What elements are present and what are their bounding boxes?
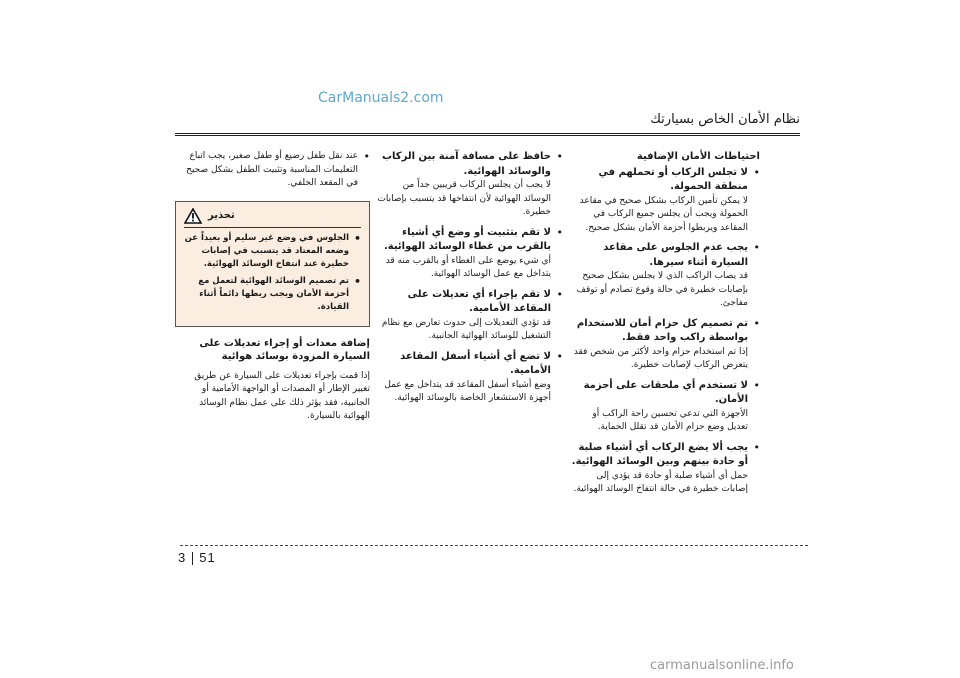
- warning-list: [184, 232, 361, 314]
- section-body: إذا قمت بإجراء تعديلات على السيارة عن طريق تغيير الإطار أو المصدات أو الواجهة الأمامية أو الجانبية، فقد يؤثر ذلك على عمل نظام الوسائد الهوائية بالسيارة.: [194, 370, 370, 421]
- column-1: [570, 150, 760, 503]
- page-number-page: 51: [199, 550, 216, 565]
- item-body: حمل أي أشياء صلبة أو حادة قد يؤدي إلى إصابات خطيرة في حالة انتفاخ الوسائد الهوائية.: [573, 470, 748, 494]
- column-2: [373, 150, 563, 412]
- item-body: قد يصاب الراكب الذي لا يجلس بشكل صحيح بإصابات خطيرة في حالة وقوع تصادم أو توقف مفاجئ.: [576, 271, 748, 308]
- item-body: إذا تم استخدام حزام واحد لأكثر من شخص فقد يتعرض الركاب لإصابات خطيرة.: [573, 346, 748, 370]
- watermark-top: CarManuals2.com: [318, 90, 444, 106]
- item-body: قد تؤدي التعديلات إلى حدوث تعارض مع نظام التشغيل للوسائد الهوائية الجانبية.: [381, 317, 551, 341]
- item-lead: تم تصميم كل حزام أمان للاستخدام بواسطة راكب واحد فقط.: [576, 317, 748, 343]
- item-body: أي شيء يوضع على الغطاء أو بالقرب منه قد يتداخل مع عمل الوسائد الهوائية.: [385, 255, 551, 279]
- item-lead: لا تضع أي أشياء أسفل المقاعد الأمامية.: [400, 350, 551, 376]
- column-3-list: [175, 150, 370, 191]
- warning-triangle-icon: [184, 208, 202, 224]
- column-2-list: [373, 150, 563, 406]
- list-item: [570, 241, 760, 311]
- list-item: [373, 350, 563, 406]
- list-item: [175, 150, 370, 191]
- column-1-list: [570, 166, 760, 497]
- watermark-bottom: carmanualsonline.info: [650, 658, 794, 673]
- page-number: [178, 550, 216, 565]
- item-lead: لا تقم بإجراء أي تعديلات على المقاعد الأمامية.: [407, 288, 551, 314]
- section-title: احتياطات الأمان الإضافية: [636, 151, 760, 162]
- item-body: وضع أشياء أسفل المقاعد قد يتداخل مع عمل أجهزة الاستشعار الخاصة بالوسائد الهوائية.: [384, 379, 551, 403]
- column-3: [175, 150, 370, 424]
- list-item: [373, 288, 563, 344]
- item-body: لا يجب أن يجلس الركاب قريبين جداً من الوسائد الهوائية لأن انتفاخها قد يتسبب بإصابات خطيرة.: [377, 180, 551, 217]
- list-item: [373, 150, 563, 220]
- list-item: [570, 317, 760, 373]
- header-divider: [175, 133, 800, 136]
- item-lead: حافظ على مسافة آمنة بين الركاب والوسائد الهوائية.: [381, 151, 551, 177]
- item-lead: لا تقم بتثبيت أو وضع أي أشياء بالقرب من غطاء الوسائد الهوائية.: [383, 226, 551, 252]
- list-item: [570, 441, 760, 497]
- warning-box: [175, 201, 370, 327]
- item-body: الأجهزة التي تدعي تحسين راحة الراكب أو تعديل وضع حزام الأمان قد تقلل الحماية.: [592, 408, 748, 432]
- warning-item: • الجلوس في وضع غير سليم أو بعيداً عن وضعه المعتاد قد يتسبب في إصابات خطيرة عند انتفاخ الوسائد الهوائية.: [184, 232, 361, 271]
- item-body: عند نقل طفل رضيع أو طفل صغير، يجب اتباع التعليمات المناسبة وتثبيت الطفل بشكل صحيح في المقعد الخلفي.: [186, 151, 358, 188]
- footer-divider: [180, 545, 808, 546]
- item-lead: لا تجلس الركاب أو تحملهم في منطقة الحمولة.: [598, 166, 748, 192]
- page-number-chapter: 3: [178, 550, 187, 565]
- warning-header: [184, 208, 361, 228]
- item-lead: لا تستخدم أي ملحقات على أحزمة الأمان.: [583, 379, 748, 405]
- item-body: لا يمكن تأمين الركاب بشكل صحيح في مقاعد الحمولة ويجب أن يجلس جميع الركاب في المقاعد ويربطوا أحزمة الأمان بشكل صحيح.: [579, 195, 748, 233]
- list-item: [570, 166, 760, 236]
- section-title: إضافة معدات أو إجراء تعديلات على السيارة المزودة بوسائد هوائية: [199, 337, 370, 362]
- list-item: [373, 226, 563, 282]
- warning-label: تحذير: [208, 210, 235, 221]
- page-header-title: نظام الأمان الخاص بسيارتك: [650, 112, 800, 127]
- item-lead: يجب ألا يضع الركاب أي أشياء صلبة أو حادة بينهم وبين الوسائد الهوائية.: [571, 441, 748, 467]
- list-item: [570, 379, 760, 435]
- page-number-separator: [192, 552, 193, 565]
- item-lead: يجب عدم الجلوس على مقاعد السيارة أثناء سيرها.: [603, 242, 748, 268]
- warning-item: • تم تصميم الوسائد الهوائية لتعمل مع أحزمة الأمان ويجب ربطها دائماً أثناء القيادة.: [184, 275, 361, 314]
